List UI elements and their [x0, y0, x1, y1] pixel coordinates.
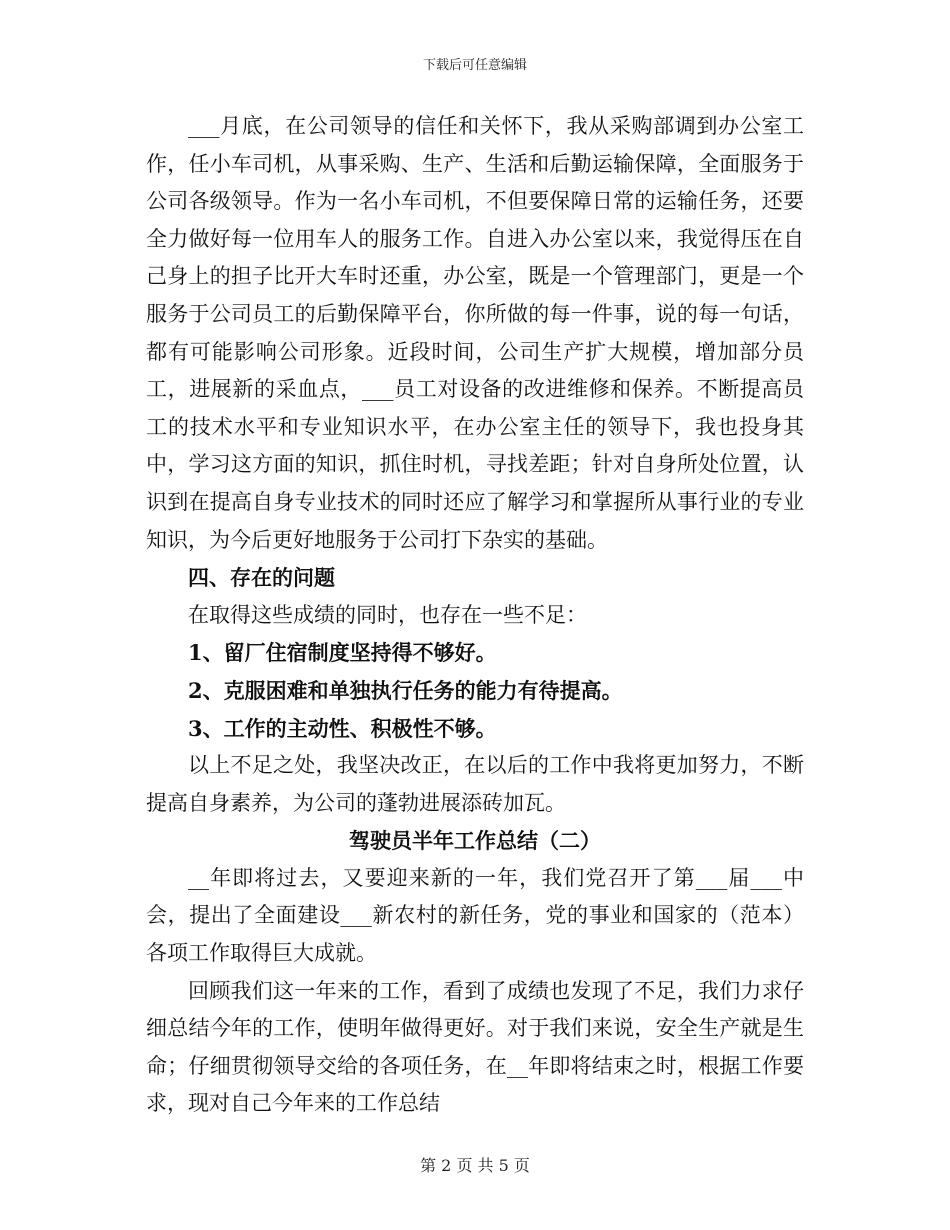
- paragraph-shortcomings-intro: 在取得这些成绩的同时，也存在一些不足：: [188, 602, 587, 627]
- section-title-part2: 驾驶员半年工作总结（二）: [349, 828, 601, 854]
- paragraph-year-review: __年即将过去，又要迎来新的一年，我们党召开了第___届___中会，提出了全面建设___新农村的新任务，党的事业和国家的（范本）各项工作取得巨大成就。: [146, 865, 804, 966]
- page-content: [146, 108, 804, 1123]
- paragraph-conclusion: 以上不足之处，我坚决改正，在以后的工作中我将更加努力，不断提高自身素养，为公司的蓬勃进展添砖加瓦。: [146, 753, 804, 815]
- page-footer: 第 2 页 共 5 页: [420, 1156, 530, 1175]
- paragraph-intro: ___月底，在公司领导的信任和关怀下，我从采购部调到办公室工作，任小车司机，从事采购、生产、生活和后勤运输保障，全面服务于公司各级领导。作为一名小车司机，不但要保障日常的运输任务，还要全力做好每一位用车人的服务工作。自进入办公室以来，我觉得压在自己身上的担子比开大车时还重，办公室，既是一个管理部门，更是一个服务于公司员工的后勤保障平台，你所做的每一件事，说的每一句话，都有可能影响公司形象。近段时间，公司生产扩大规模，增加部分员工，进展新的采血点，___员工对设备的改进维修和保养。不断提高员工的技术水平和专业知识水平，在办公室主任的领导下，我也投身其中，学习这方面的知识，抓住时机，寻找差距；针对自身所处位置，认识到在提高自身专业技术的同时还应了解学习和掌握所从事行业的专业知识，为今后更好地服务于公司打下杂实的基础。: [146, 114, 804, 552]
- list-item-3: 3、工作的主动性、积极性不够。: [188, 715, 497, 741]
- list-item-2: 2、克服困难和单独执行任务的能力有待提高。: [188, 677, 623, 703]
- paragraph-summary: 回顾我们这一年来的工作，看到了成绩也发现了不足，我们力求仔细总结今年的工作，使明年做得更好。对于我们来说，安全生产就是生命；仔细贯彻领导交给的各项任务，在__年即将结束之时，根据工作要求，现对自己今年来的工作总结: [146, 978, 804, 1116]
- section-heading-problems: 四、存在的问题: [188, 565, 335, 591]
- list-item-1: 1、留厂住宿制度坚持得不够好。: [188, 640, 497, 666]
- page-header: 下载后可任意编辑: [422, 58, 527, 73]
